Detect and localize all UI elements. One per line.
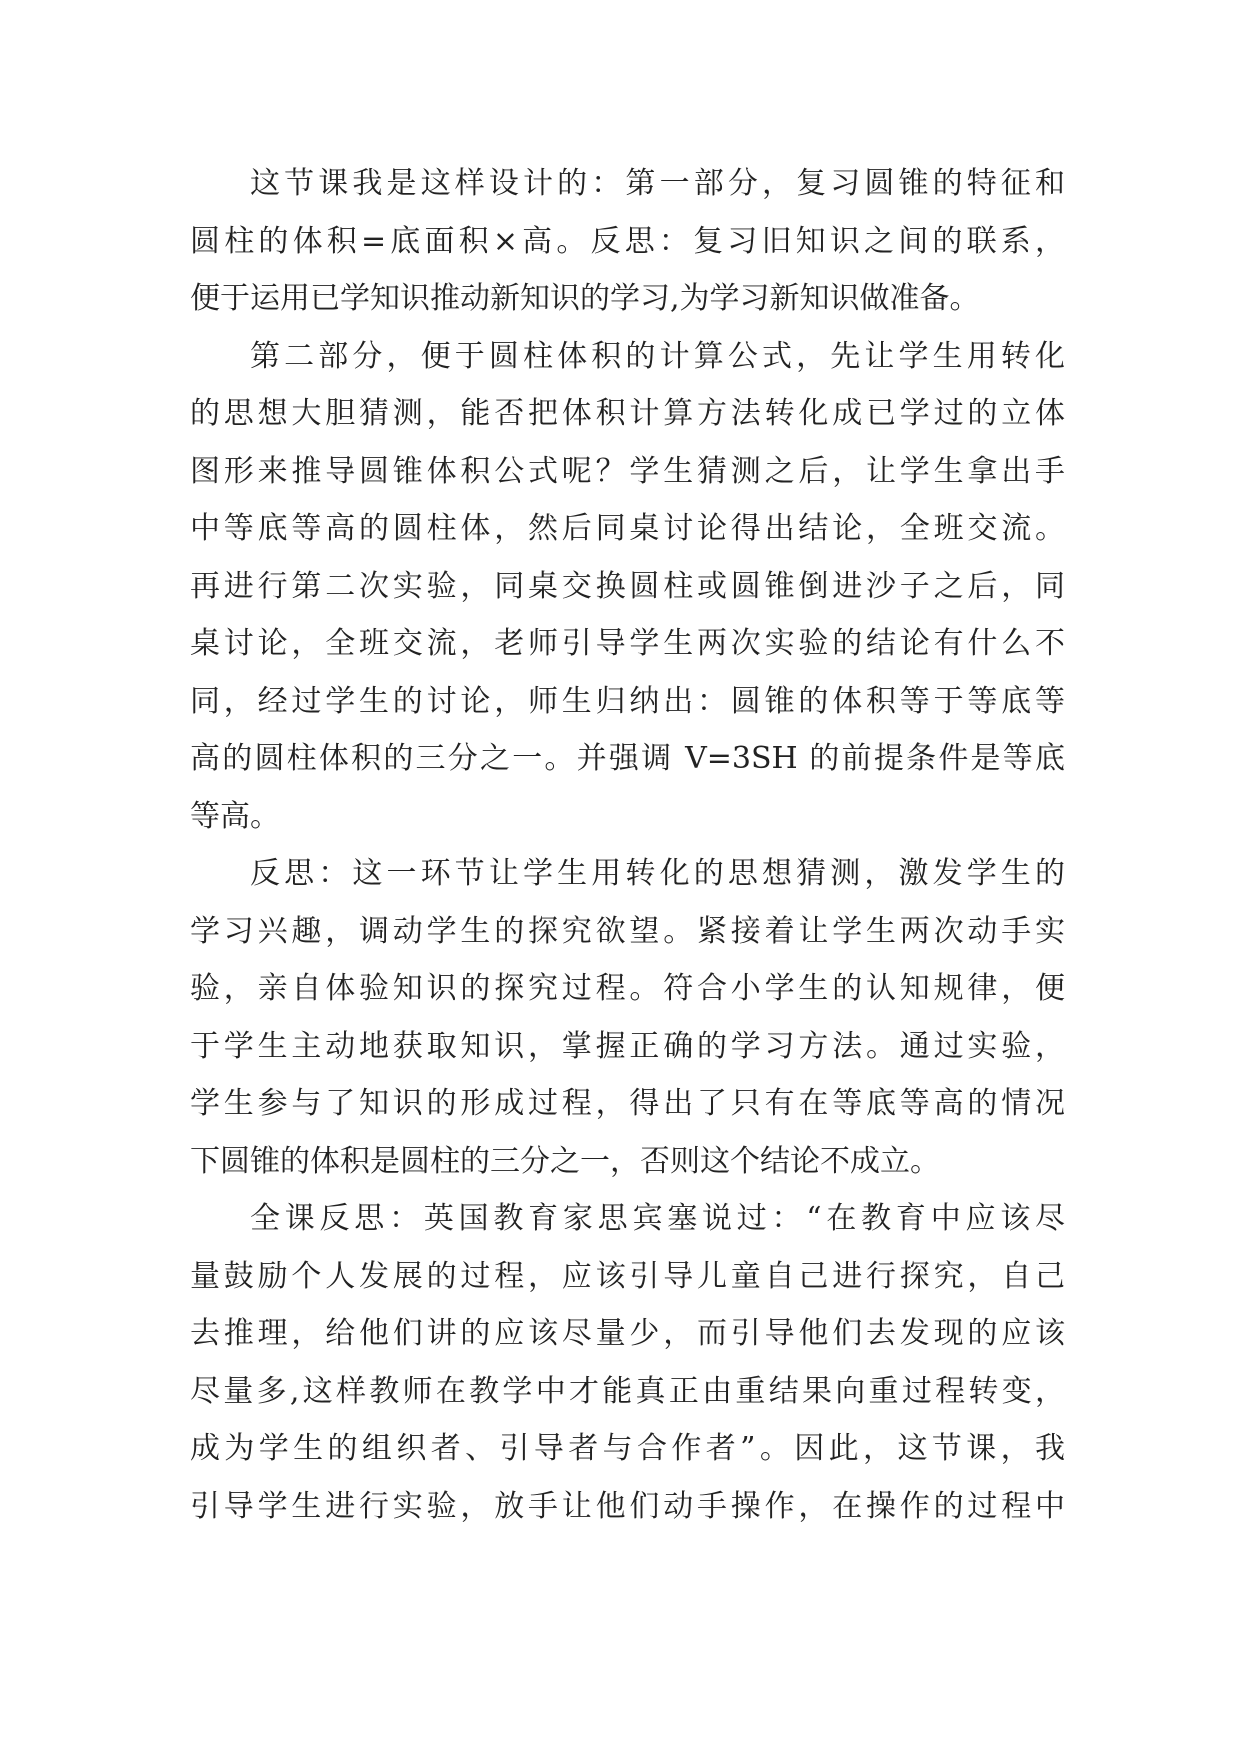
text-line: 尽量多,这样教师在教学中才能真正由重结果向重过程转变， <box>190 1373 1065 1409</box>
text-line: 便于运用已学知识推动新知识的学习,为学习新知识做准备。 <box>190 281 980 316</box>
text-line: 量鼓励个人发展的过程，应该引导儿童自己进行探究，自己 <box>190 1258 1065 1294</box>
text-line: 学生参与了知识的形成过程，得出了只有在等底等高的情况 <box>190 1086 1065 1121</box>
text-line: 学习兴趣，调动学生的探究欲望。紧接着让学生两次动手实 <box>190 913 1065 949</box>
text-line: 的思想大胆猜测，能否把体积计算方法转化成已学过的立体 <box>190 396 1065 431</box>
text-line: 全课反思：英国教育家思宾塞说过：“在教育中应该尽 <box>250 1201 1065 1236</box>
text-line: 反思：这一环节让学生用转化的思想猜测，激发学生的 <box>250 856 1065 891</box>
text-line: 中等底等高的圆柱体，然后同桌讨论得出结论，全班交流。 <box>190 511 1065 546</box>
text-line: 成为学生的组织者、引导者与合作者”。因此，这节课，我 <box>190 1431 1065 1466</box>
text-line: 这节课我是这样设计的：第一部分，复习圆锥的特征和 <box>250 166 1065 201</box>
text-line: 引导学生进行实验，放手让他们动手操作，在操作的过程中 <box>190 1488 1065 1524</box>
text-line: 高的圆柱体积的三分之一。并强调 V=3SH 的前提条件是等底 <box>190 741 1065 776</box>
text-line: 图形来推导圆锥体积公式呢？学生猜测之后，让学生拿出手 <box>190 453 1065 489</box>
text-line: 桌讨论，全班交流，老师引导学生两次实验的结论有什么不 <box>190 626 1065 661</box>
text-line: 下圆锥的体积是圆柱的三分之一，否则这个结论不成立。 <box>190 1143 940 1179</box>
body-text <box>190 155 1065 1535</box>
text-line: 等高。 <box>190 798 280 834</box>
text-line: 去推理，给他们讲的应该尽量少，而引导他们去发现的应该 <box>190 1316 1065 1351</box>
text-line: 第二部分，便于圆柱体积的计算公式，先让学生用转化 <box>250 338 1065 374</box>
text-line: 于学生主动地获取知识，掌握正确的学习方法。通过实验， <box>190 1028 1065 1064</box>
text-line: 圆柱的体积=底面积×高。反思：复习旧知识之间的联系， <box>190 223 1065 259</box>
text-line: 验，亲自体验知识的探究过程。符合小学生的认知规律，便 <box>190 971 1065 1006</box>
text-line: 同，经过学生的讨论，师生归纳出：圆锥的体积等于等底等 <box>190 683 1065 719</box>
text-line: 再进行第二次实验，同桌交换圆柱或圆锥倒进沙子之后，同 <box>190 568 1065 604</box>
